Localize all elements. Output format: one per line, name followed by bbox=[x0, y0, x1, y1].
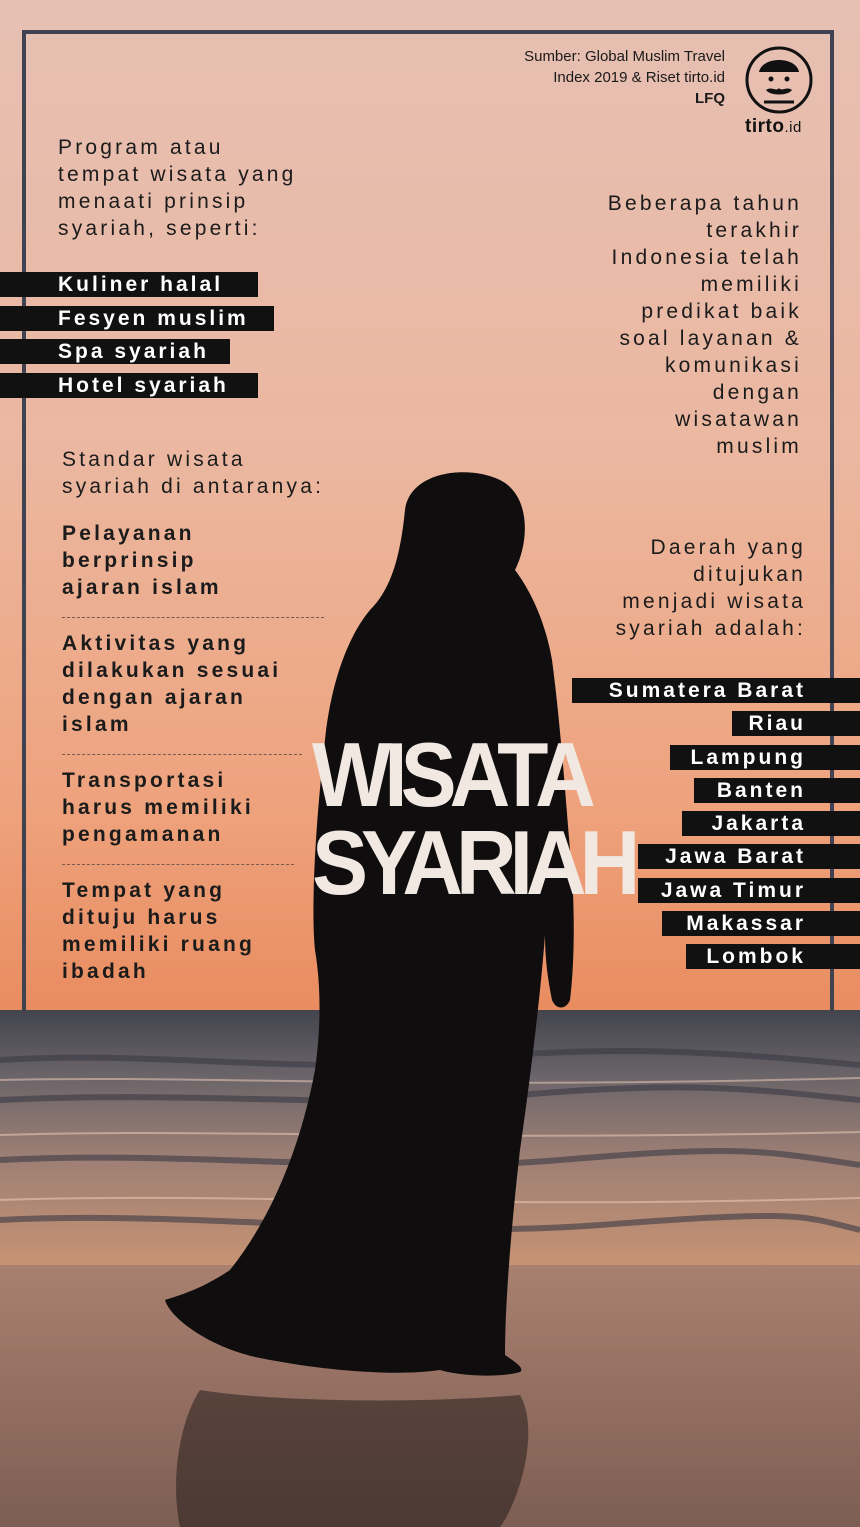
standard-item-line: berprinsip bbox=[62, 549, 197, 572]
source-credit bbox=[524, 46, 725, 109]
regions-heading-line: ditujukan bbox=[693, 563, 806, 586]
predicate-line: komunikasi bbox=[664, 354, 802, 377]
standard-item-line: harus memiliki bbox=[62, 796, 254, 819]
standard-item-line: Pelayanan bbox=[62, 522, 195, 545]
source-line-1: Sumber: Global Muslim Travel bbox=[524, 48, 725, 65]
predicate-line: Indonesia telah bbox=[611, 246, 802, 269]
regions-heading-line: Daerah yang bbox=[650, 536, 806, 559]
standard-item-line: dilakukan sesuai bbox=[62, 659, 282, 682]
separator bbox=[62, 864, 294, 865]
predicate-line: memiliki bbox=[700, 273, 802, 296]
author-initials: LFQ bbox=[695, 90, 725, 107]
program-heading-line: tempat wisata yang bbox=[58, 163, 297, 186]
separator bbox=[62, 617, 324, 618]
source-line-2: Index 2019 & Riset tirto.id bbox=[553, 69, 725, 86]
standard-item bbox=[62, 767, 254, 848]
predicate-text bbox=[482, 190, 802, 460]
standard-item-line: islam bbox=[62, 713, 132, 736]
predicate-line: terakhir bbox=[706, 219, 802, 242]
region-item: Makassar bbox=[662, 911, 860, 936]
region-item: Jawa Timur bbox=[638, 878, 860, 903]
logo-tld: .id bbox=[784, 119, 802, 136]
tirto-logo bbox=[745, 116, 802, 138]
program-heading-line: menaati prinsip bbox=[58, 190, 249, 213]
predicate-line: wisatawan bbox=[675, 408, 802, 431]
standard-item-line: ibadah bbox=[62, 960, 149, 983]
standard-item bbox=[62, 520, 222, 601]
program-heading bbox=[58, 134, 297, 242]
predicate-line: soal layanan & bbox=[619, 327, 802, 350]
standard-heading bbox=[62, 446, 324, 500]
standard-item bbox=[62, 877, 255, 985]
separator bbox=[62, 754, 302, 755]
standard-heading-line: Standar wisata bbox=[62, 448, 246, 471]
program-item: Spa syariah bbox=[0, 339, 230, 364]
predicate-line: predikat baik bbox=[641, 300, 802, 323]
predicate-line: Beberapa tahun bbox=[607, 192, 802, 215]
program-item: Fesyen muslim bbox=[0, 306, 274, 331]
standard-item-line: Aktivitas yang bbox=[62, 632, 250, 655]
region-item: Riau bbox=[732, 711, 860, 736]
standard-item-line: Tempat yang bbox=[62, 879, 226, 902]
region-item: Jawa Barat bbox=[638, 844, 860, 869]
program-heading-line: Program atau bbox=[58, 136, 224, 159]
regions-heading bbox=[506, 534, 806, 642]
region-item: Banten bbox=[694, 778, 860, 803]
region-item: Sumatera Barat bbox=[572, 678, 860, 703]
region-item: Lombok bbox=[686, 944, 860, 969]
title-line-2: SYARIAH bbox=[312, 811, 634, 914]
standard-item-line: memiliki ruang bbox=[62, 933, 256, 956]
standard-heading-line: syariah di antaranya: bbox=[62, 475, 325, 498]
standard-item-line: ajaran islam bbox=[62, 576, 222, 599]
standard-item-line: pengamanan bbox=[62, 823, 224, 846]
region-item: Jakarta bbox=[682, 811, 860, 836]
title-line-1: WISATA bbox=[312, 723, 589, 826]
standard-item-line: Transportasi bbox=[62, 769, 227, 792]
program-heading-line: syariah, seperti: bbox=[58, 217, 261, 240]
predicate-line: dengan bbox=[712, 381, 802, 404]
standard-item bbox=[62, 630, 281, 738]
program-item: Hotel syariah bbox=[0, 373, 258, 398]
logo-name: tirto bbox=[745, 116, 785, 137]
standard-item-line: dituju harus bbox=[62, 906, 221, 929]
region-item: Lampung bbox=[670, 745, 860, 770]
main-title bbox=[312, 723, 634, 918]
regions-heading-line: menjadi wisata bbox=[622, 590, 806, 613]
regions-heading-line: syariah adalah: bbox=[615, 617, 806, 640]
program-item: Kuliner halal bbox=[0, 272, 258, 297]
predicate-line: muslim bbox=[716, 435, 802, 458]
standard-item-line: dengan ajaran bbox=[62, 686, 246, 709]
